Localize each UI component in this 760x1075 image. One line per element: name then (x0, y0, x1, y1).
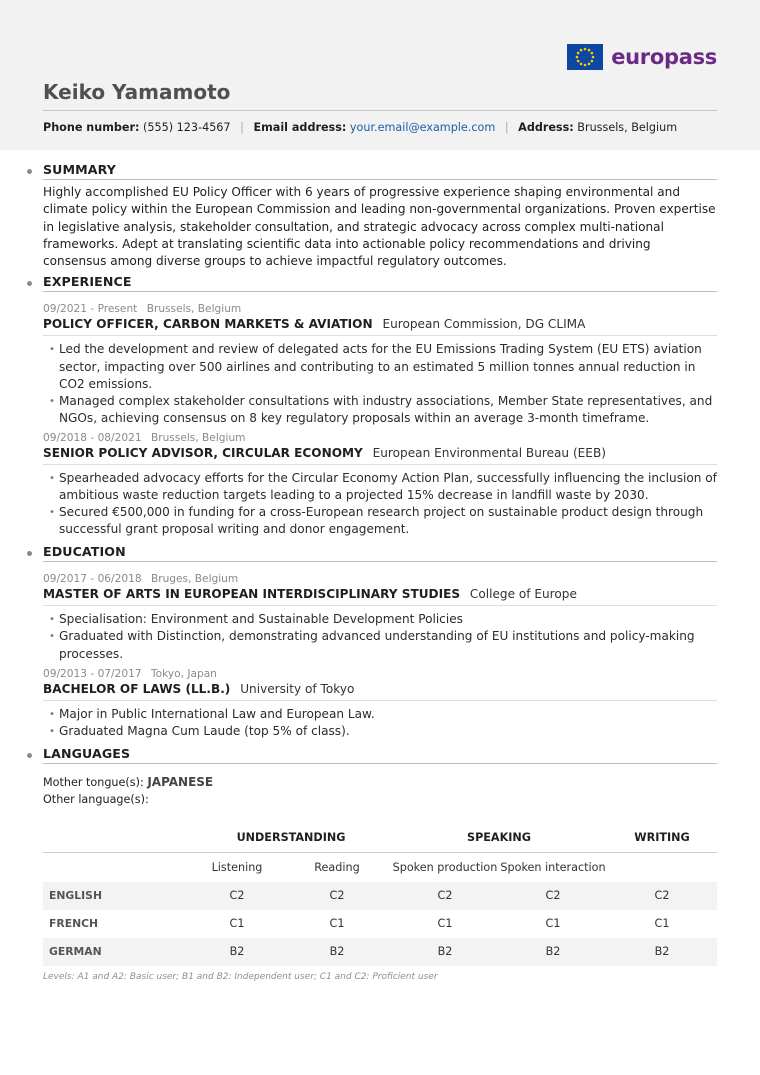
entry-location: Tokyo, Japan (150, 667, 217, 680)
candidate-name: Keiko Yamamoto (43, 80, 231, 104)
entry-title: SENIOR POLICY ADVISOR, CIRCULAR ECONOMY (43, 445, 363, 460)
languages-section (43, 746, 717, 982)
entry-organization: University of Tokyo (240, 681, 355, 696)
mother-tongue-value: JAPANESE (147, 774, 214, 789)
level-cell: B2 (607, 938, 717, 966)
entry-role (43, 586, 717, 606)
eu-flag-icon (567, 44, 603, 70)
level-cell: C1 (283, 910, 391, 938)
table-row (43, 882, 717, 910)
level-cell: B2 (499, 938, 607, 966)
contact-line (43, 121, 677, 134)
level-cell: C1 (499, 910, 607, 938)
summary-text: Highly accomplished EU Policy Officer with 6 years of progressive experience shaping environmental and climate policy within the European Commission and leading non-governmental organizations. Proven expertise in legislative analysis, stakeholder consultation, and strategic advocacy across complex multi-national frameworks. Adept at translating scientific data into actionable policy recommendations and driving consensus among diverse groups to achieve impactful regulatory outcomes. (43, 185, 716, 269)
section-heading-text: SUMMARY (43, 162, 116, 177)
mother-tongue (43, 774, 717, 791)
education-entry (43, 667, 717, 740)
entry-title: POLICY OFFICER, CARBON MARKETS & AVIATION (43, 317, 373, 332)
address-value: Brussels, Belgium (577, 121, 678, 134)
subheader-spoken-interaction: Spoken interaction (500, 860, 606, 874)
list-item: • Spearheaded advocacy efforts for the Circular Economy Action Plan, successfully influencing the inclusion of ambitious waste reduction targets leading to a projected 15% decrease in landfill waste by 2030. (59, 470, 717, 504)
level-cell: C1 (391, 910, 499, 938)
entry-bullets (43, 470, 717, 538)
education-section (43, 544, 717, 739)
level-cell: C2 (391, 882, 499, 910)
entry-organization: European Commission, DG CLIMA (382, 317, 586, 332)
level-cell: C2 (607, 882, 717, 910)
experience-section (43, 274, 717, 538)
entry-organization: College of Europe (469, 587, 577, 602)
list-item: • Managed complex stakeholder consultations with industry associations, Member State representatives, and NGOs, achieving consensus on 8 key regulatory proposals within an average 3-month timeframe. (59, 393, 717, 427)
list-item: • Graduated with Distinction, demonstrating advanced understanding of EU institutions and policy-making processes. (59, 628, 717, 662)
other-languages-label: Other language(s): (43, 792, 149, 806)
phone-label: Phone number: (43, 121, 140, 134)
table-header-row (43, 824, 717, 853)
entry-role (43, 316, 717, 336)
cv-header (0, 0, 760, 150)
entry-dates: 09/2017 - 06/2018 (43, 573, 142, 586)
europass-wordmark: europass (611, 45, 717, 69)
list-item: • Specialisation: Environment and Sustainable Development Policies (59, 611, 717, 628)
language-table (43, 824, 717, 966)
europass-logo (567, 44, 717, 70)
language-name: GERMAN (43, 938, 191, 966)
entry-title: BACHELOR OF LAWS (LL.B.) (43, 681, 231, 696)
contact-separator: | (504, 121, 509, 134)
section-bullet-icon (27, 281, 32, 286)
section-heading (43, 746, 717, 764)
subheader-spoken-production: Spoken production (392, 860, 498, 874)
experience-entry (43, 431, 717, 538)
subheader-listening: Listening (211, 860, 263, 874)
entry-bullets (43, 706, 717, 740)
list-item: • Led the development and review of delegated acts for the EU Emissions Trading System (EU ETS) aviation sector, impacting over 500 airlines and contributing to an estimated 5 million tonnes annual reduction in CO2 emissions. (59, 341, 717, 392)
list-item: • Graduated Magna Cum Laude (top 5% of class). (59, 723, 717, 740)
level-cell: C2 (191, 882, 283, 910)
level-cell: C1 (607, 910, 717, 938)
email-label: Email address: (253, 121, 347, 134)
entry-location: Brussels, Belgium (150, 431, 246, 444)
level-cell: B2 (191, 938, 283, 966)
entry-role (43, 681, 717, 701)
subheader-empty (43, 852, 191, 882)
entry-dates: 09/2018 - 08/2021 (43, 431, 142, 444)
table-subheader-row (43, 852, 717, 882)
entry-meta (43, 302, 717, 316)
entry-title: MASTER OF ARTS IN EUROPEAN INTERDISCIPLINARY STUDIES (43, 587, 461, 602)
section-heading (43, 544, 717, 562)
entry-meta (43, 572, 717, 586)
level-cell: C2 (283, 882, 391, 910)
contact-separator: | (240, 121, 244, 134)
table-header-empty (43, 824, 191, 853)
section-heading-text: EXPERIENCE (43, 274, 132, 290)
level-cell: C2 (499, 882, 607, 910)
entry-meta (43, 431, 717, 445)
entry-dates: 09/2021 - Present (43, 303, 138, 316)
list-item: • Secured €500,000 in funding for a cross-European research project on sustainable product design through successful grant proposal writing and donor engagement. (59, 504, 717, 538)
subheader-reading: Reading (314, 860, 360, 874)
entry-location: Brussels, Belgium (146, 303, 242, 316)
level-cell: B2 (283, 938, 391, 966)
entry-organization: European Environmental Bureau (EEB) (372, 445, 606, 460)
entry-role (43, 445, 717, 465)
subheader-empty (607, 852, 717, 882)
section-heading-text: EDUCATION (43, 544, 126, 560)
entry-bullets (43, 611, 717, 662)
table-row (43, 910, 717, 938)
table-row (43, 938, 717, 966)
section-heading-text: LANGUAGES (43, 745, 131, 761)
phone-value: (555) 123-4567 (143, 121, 231, 134)
header-speaking: SPEAKING (391, 824, 607, 853)
language-name: FRENCH (43, 910, 191, 938)
language-name: ENGLISH (43, 882, 191, 910)
header-understanding: UNDERSTANDING (191, 824, 391, 853)
entry-bullets (43, 341, 717, 426)
header-divider (43, 110, 717, 111)
section-heading (43, 274, 717, 292)
education-entry (43, 572, 717, 662)
cv-body (43, 162, 717, 982)
section-heading (43, 162, 717, 180)
section-bullet-icon (27, 753, 32, 758)
level-cell: C1 (191, 910, 283, 938)
mother-tongue-label: Mother tongue(s): (43, 775, 144, 789)
experience-entry (43, 302, 717, 426)
entry-dates: 09/2013 - 07/2017 (43, 667, 142, 680)
entry-meta (43, 667, 717, 681)
list-item: • Major in Public International Law and European Law. (59, 706, 717, 723)
entry-location: Bruges, Belgium (150, 573, 239, 586)
email-link[interactable]: your.email@example.com (349, 121, 496, 134)
language-levels-legend: Levels: A1 and A2: Basic user; B1 and B2: Independent user; C1 and C2: Proficient user (43, 971, 438, 982)
section-bullet-icon (27, 551, 32, 556)
section-bullet-icon (27, 169, 32, 174)
address-label: Address: (518, 121, 574, 134)
header-writing: WRITING (607, 824, 717, 853)
level-cell: B2 (391, 938, 499, 966)
summary-section (43, 162, 717, 270)
